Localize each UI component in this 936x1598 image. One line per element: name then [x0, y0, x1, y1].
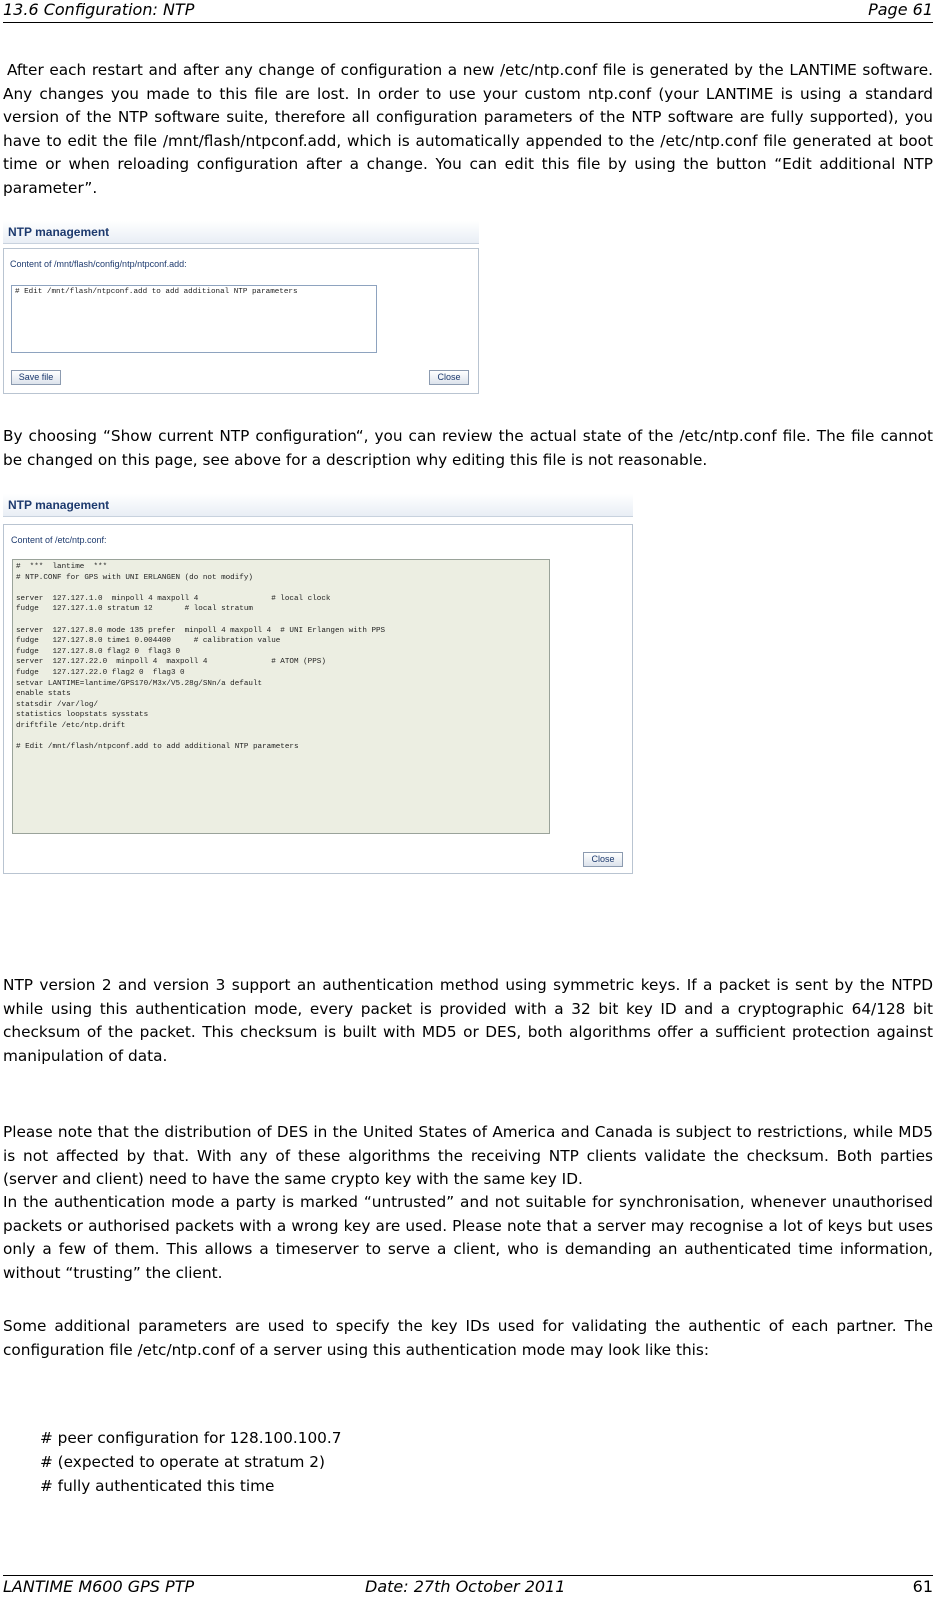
page-footer — [3, 1575, 933, 1598]
code-line: # (expected to operate at stratum 2) — [40, 1453, 326, 1471]
ntp-conf-content-box: # *** lantime *** # NTP.CONF for GPS with UNI ERLANGEN (do not modify) server 127.127.1.0 minpoll 4 maxpoll 4 # local clock fudge 127.127.1.0 stratum 12 # local stratum server 127.127.8.0 mode 135 prefer minpoll 4 maxpoll 4 # UNI Erlangen with PPS fudge 127.127.8.0 time1 0.004400 # calibration value fudge 127.127.8.0 flag2 0 flag3 0 server 127.127.22.0 minpoll 4 maxpoll 4 # ATOM (PPS) fudge 127.127.22.0 flag2 0 flag3 0 setvar LANTIME=lantime/GPS170/M3x/V5.28g/SNn/a default enable stats statsdir /var/log/ statistics loopstats sysstats driftfile /etc/ntp.drift # Edit /mnt/flash/ntpconf.add to add additional NTP parameters — [12, 559, 550, 834]
save-file-button[interactable]: Save file — [11, 370, 61, 385]
paragraph-ntp-conf-generation: After each restart and after any change of configuration a new /etc/ntp.conf file is generated by the LANTIME software. Any changes you made to this file are lost. In order to use your custom ntp.conf (your LANTIME is using a standard version of the NTP software suite, therefore all configuration parameters of the NTP software are fully supported), you have to edit the file /mnt/flash/ntpconf.add, which is automatically appended to the /etc/ntp.conf file generated at boot time or when reloading configuration after a change. You can edit this file by using the button “Edit additional NTP parameter”. — [3, 61, 933, 197]
close-button[interactable]: Close — [429, 370, 469, 385]
content-caption: Content of /mnt/flash/config/ntp/ntpconf.add: — [10, 259, 187, 269]
content-panel — [3, 248, 479, 394]
section-title: 13.6 Configuration: NTP — [3, 0, 195, 19]
config-example — [40, 1426, 342, 1498]
paragraph-show-configuration: By choosing “Show current NTP configuration“, you can review the actual state of the /etc/ntp.conf file. The file cannot be changed on this page, see above for a description why editing this file is not reasonable. — [3, 427, 933, 469]
paragraph-authentication: NTP version 2 and version 3 support an authentication method using symmetric keys. If a packet is sent by the NTPD while using this authentication mode, every packet is provided with a 32 bit key ID and a cryptographic 64/128 bit checksum of the packet. This checksum is built with MD5 or DES, both algorithms offer a sufficient protection against manipulation of data. — [3, 976, 933, 1065]
footer-date: Date: 27th October 2011 — [365, 1577, 566, 1596]
screenshot-title: NTP management — [3, 494, 633, 517]
screenshot-edit-additional-parameters — [3, 221, 479, 394]
code-line: # fully authenticated this time — [40, 1477, 275, 1495]
header-page-number: Page 61 — [868, 0, 933, 19]
close-button[interactable]: Close — [583, 852, 623, 867]
content-panel — [3, 524, 633, 874]
footer-product: LANTIME M600 GPS PTP — [3, 1577, 195, 1596]
content-caption: Content of /etc/ntp.conf: — [11, 535, 107, 545]
footer-page-number: 61 — [912, 1577, 933, 1596]
code-line: # peer configuration for 128.100.100.7 — [40, 1429, 342, 1447]
paragraph-key-ids: Some additional parameters are used to specify the key IDs used for validating the authentic of each partner. The configuration file /etc/ntp.conf of a server using this authentication mode may look like this: — [3, 1317, 933, 1359]
ntpconf-add-textarea[interactable]: # Edit /mnt/flash/ntpconf.add to add additional NTP parameters — [11, 285, 377, 353]
page-header — [3, 0, 933, 23]
screenshot-title: NTP management — [3, 221, 479, 244]
paragraph-untrusted: In the authentication mode a party is marked “untrusted” and not suitable for synchronisation, whenever unauthorised packets or authorised packets with a wrong key are used. Please note that a server may recognise a lot of keys but uses only a few of them. This allows a timeserver to serve a client, who is demanding an authenticated time information, without “trusting” the client. — [3, 1193, 933, 1282]
paragraph-des-restrictions: Please note that the distribution of DES in the United States of America and Canada is subject to restrictions, while MD5 is not affected by that. With any of these algorithms the receiving NTP clients validate the checksum. Both parties (server and client) need to have the same crypto key with the same key ID. — [3, 1123, 933, 1188]
screenshot-show-ntp-configuration — [3, 494, 633, 874]
